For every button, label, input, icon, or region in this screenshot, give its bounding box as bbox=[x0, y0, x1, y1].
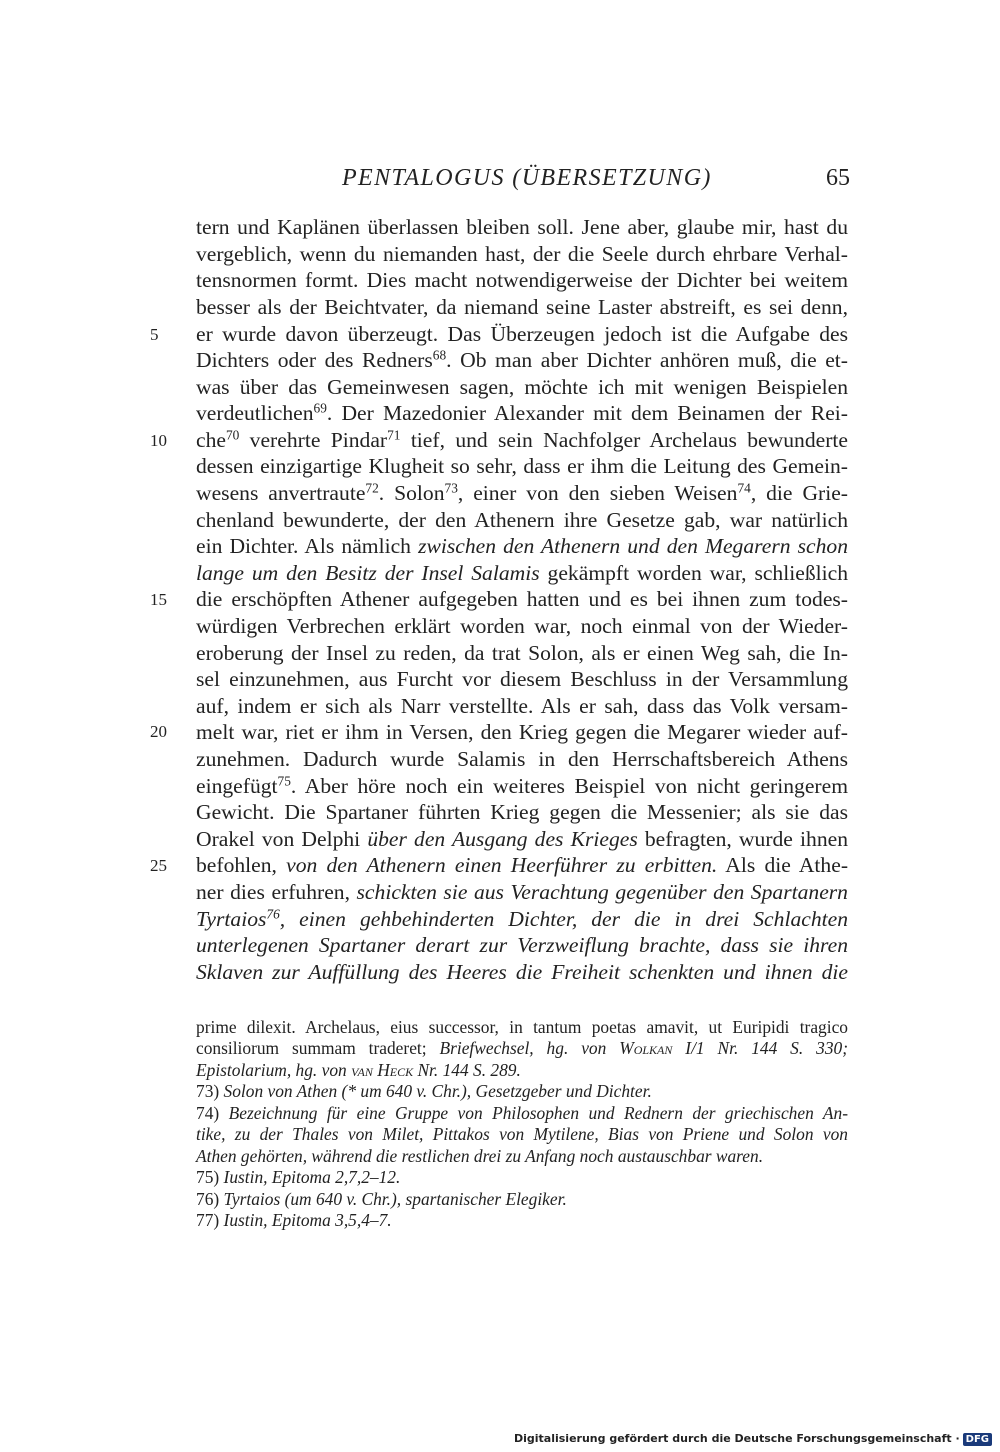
text-line: eroberung der Insel zu reden, da trat Solon, als er einen Weg sah, die In- bbox=[196, 641, 848, 665]
footnote-ref: 73 bbox=[444, 480, 458, 496]
text-line: che$^{70}$ verehrte Pindar$^{71}$ tief, und sein Nachfolger Archelaus bewunderte bbox=[196, 427, 848, 452]
footnote-ref: 72 bbox=[365, 480, 379, 496]
footnote-ref: 76 bbox=[266, 906, 280, 922]
text-line: die erschöpften Athener aufgegeben hatten und es bei ihnen zum todes- bbox=[196, 587, 848, 611]
text-line: tensnormen formt. Dies macht notwendigerweise der Dichter bei weitem bbox=[196, 268, 848, 292]
text-line: wesens anvertraute$^{72}$. Solon$^{73}$, einer von den sieben Weisen$^{74}$, die Grie- bbox=[196, 480, 849, 505]
text-line: er wurde davon überzeugt. Das Überzeugen jedoch ist die Aufgabe des bbox=[196, 322, 848, 346]
text-line: auf, indem er sich als Narr verstellte. Als er sah, dass das Volk versam- bbox=[196, 694, 848, 718]
footnote-line: Athen gehörten, während die restlichen drei zu Anfang noch austauschbar waren. bbox=[196, 1146, 764, 1166]
text-line: verdeutlichen$^{69}$. Der Mazedonier Alexander mit dem Beinamen der Rei- bbox=[196, 400, 848, 425]
line-number: 20 bbox=[150, 722, 167, 741]
footnote-ref: 70 bbox=[225, 427, 240, 443]
text-line: unterlegenen Spartaner derart zur Verzweiflung brachte, dass sie ihren bbox=[196, 933, 848, 957]
text-line: Tyrtaios$^{76}$, einen gehbehinderten Dichter, der die in drei Schlachten bbox=[196, 906, 848, 931]
text-line: Dichters oder des Redners$^{68}$. Ob man aber Dichter anhören muß, die et- bbox=[196, 347, 848, 372]
text-line: sel einzunehmen, aus Furcht vor diesem Beschluss in der Versammlung bbox=[196, 667, 848, 691]
page-number: 65 bbox=[826, 165, 850, 191]
footnote-line: consiliorum summam traderet; Briefwechsel, hg. von Wolkan I/1 Nr. 144 S. 330; bbox=[196, 1038, 849, 1058]
footnote-ref: 71 bbox=[387, 427, 401, 443]
footnote-75: 75) Iustin, Epitoma 2,7,2–12. bbox=[196, 1167, 401, 1187]
text-line: Orakel von Delphi über den Ausgang des Krieges befragten, wurde ihnen bbox=[196, 827, 849, 851]
text-line: dessen einzigartige Klugheit so sehr, dass er ihm die Leitung des Gemein- bbox=[196, 454, 848, 478]
footnote-line: tike, zu der Thales von Milet, Pittakos von Mytilene, Bias von Priene und Solon von bbox=[196, 1124, 848, 1144]
text-line: was über das Gemeinwesen sagen, möchte ich mit wenigen Beispielen bbox=[196, 375, 848, 399]
digitization-credit bbox=[514, 1432, 992, 1446]
text-line: Sklaven zur Auffüllung des Heeres die Freiheit schenkten und ihnen die bbox=[196, 960, 848, 984]
text-line: würdigen Verbrechen erklärt worden war, noch einmal von der Wieder- bbox=[196, 614, 848, 638]
text-line: zunehmen. Dadurch wurde Salamis in den Herrschaftsbereich Athens bbox=[196, 747, 848, 771]
text-line: chenland bewunderte, der den Athenern ihre Gesetze gab, war natürlich bbox=[196, 508, 848, 532]
line-number: 5 bbox=[150, 325, 159, 344]
text-line: ner dies erfuhren, schickten sie aus Verachtung gegenüber den Spartanern bbox=[196, 880, 848, 904]
footnote-ref: 69 bbox=[313, 400, 327, 416]
text-line: eingefügt$^{75}$. Aber höre noch ein weiteres Beispiel von nicht geringerem bbox=[196, 773, 848, 798]
text-line: tern und Kaplänen überlassen bleiben soll. Jene aber, glaube mir, hast du bbox=[196, 215, 848, 239]
text-line: befohlen, von den Athenern einen Heerführer zu erbitten. Als die Athe- bbox=[196, 853, 849, 877]
text-line: lange um den Besitz der Insel Salamis gekämpft worden war, schließlich bbox=[196, 561, 848, 585]
credit-text: Digitalisierung gefördert durch die Deutsche Forschungsgemeinschaft · bbox=[513, 1432, 960, 1445]
text-line: vergeblich, wenn du niemanden hast, der die Seele durch ehrbare Verhal- bbox=[196, 242, 848, 266]
footnote-line: prime dilexit. Archelaus, eius successor, in tantum poetas amavit, ut Euripidi tragico bbox=[196, 1017, 848, 1037]
text-line: ein Dichter. Als nämlich zwischen den Athenern und den Megarern schon bbox=[196, 534, 848, 558]
text-line: besser als der Beichtvater, da niemand seine Laster abstreift, es sei denn, bbox=[196, 295, 848, 319]
line-number: 15 bbox=[150, 590, 167, 609]
text-line: Gewicht. Die Spartaner führten Krieg gegen die Messenier; als sie das bbox=[196, 800, 848, 824]
line-number: 10 bbox=[150, 431, 167, 450]
footnote-74: 74) Bezeichnung für eine Gruppe von Philosophen und Rednern der griechischen An- bbox=[196, 1103, 848, 1123]
footnote-ref: 75 bbox=[277, 773, 291, 789]
page-title: PENTALOGUS (ÜBERSETZUNG) bbox=[342, 165, 712, 191]
footnote-ref: 74 bbox=[737, 480, 751, 496]
footnote-ref: 68 bbox=[432, 347, 447, 363]
footnote-73: 73) Solon von Athen (* um 640 v. Chr.), Gesetzgeber und Dichter. bbox=[196, 1081, 652, 1101]
text-line: melt war, riet er ihm in Versen, den Krieg gegen die Megarer wieder auf- bbox=[196, 720, 848, 744]
line-number: 25 bbox=[150, 856, 167, 875]
footnote-line: Epistolarium, hg. von van Heck Nr. 144 S. 289. bbox=[196, 1060, 521, 1080]
dfg-logo-icon: DFG bbox=[963, 1433, 992, 1446]
footnote-77: 77) Iustin, Epitoma 3,5,4–7. bbox=[196, 1210, 392, 1230]
footnote-76: 76) Tyrtaios (um 640 v. Chr.), spartanischer Elegiker. bbox=[196, 1189, 567, 1209]
